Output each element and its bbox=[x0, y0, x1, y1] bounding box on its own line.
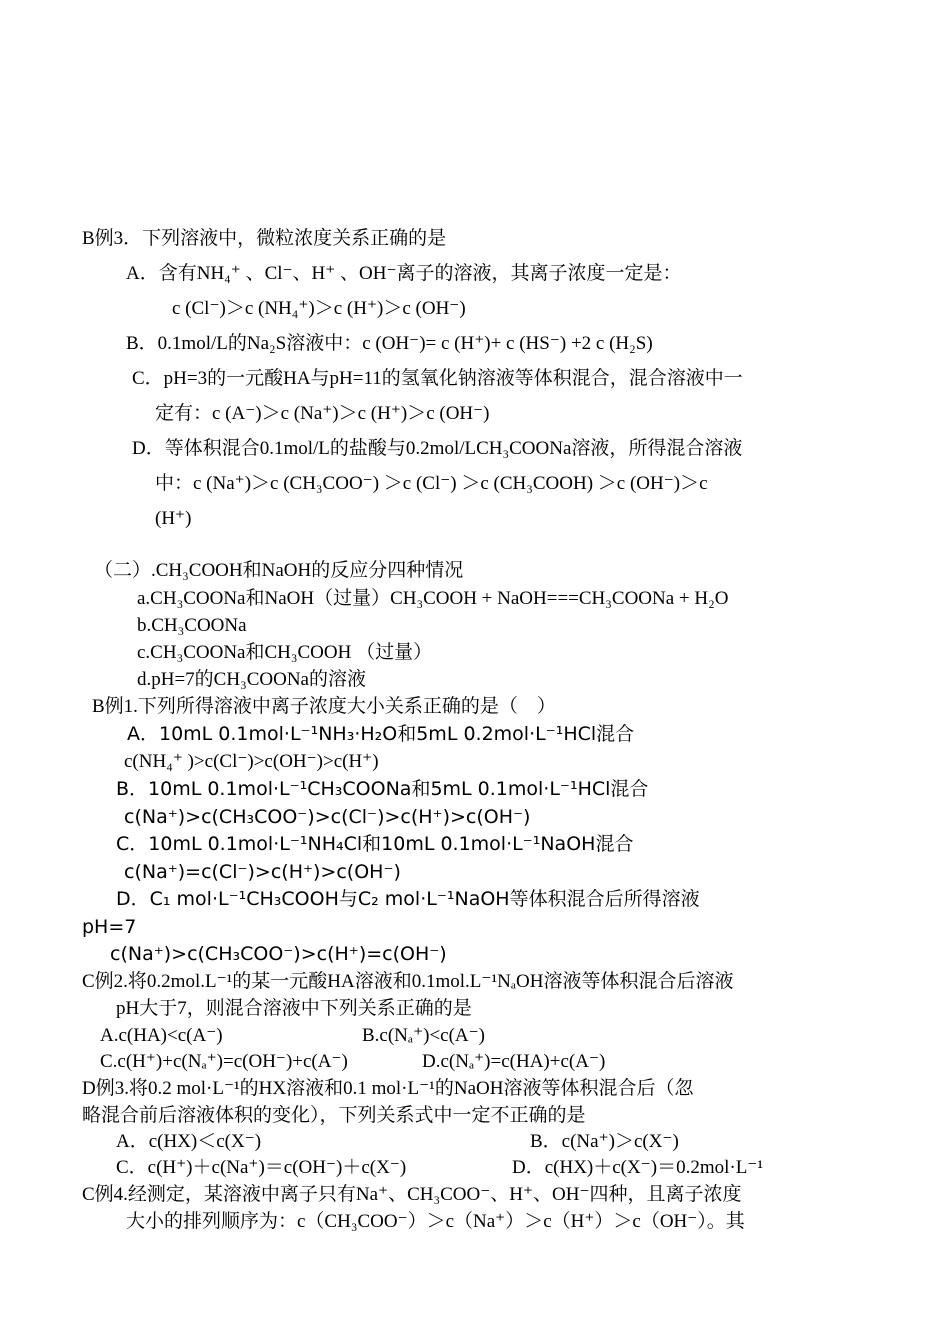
case-b: b.CH₃COONa bbox=[137, 615, 247, 636]
option-b: B．0.1mol/L的Na₂S溶液中：c (OH⁻)= c (H⁺)+ c (HS⁻) +2 c (H₂S) bbox=[126, 333, 653, 354]
option-b-expression: c(Na⁺)>c(CH₃COO⁻)>c(Cl⁻)>c(H⁺)>c(OH⁻) bbox=[124, 806, 531, 828]
case-a: a.CH₃COONa和NaOH（过量）CH₃COOH + NaOH===CH₃COONa + H₂O bbox=[137, 588, 729, 609]
option-a-expression: c (Cl⁻)＞c (NH₄⁺)＞c (H⁺)＞c (OH⁻) bbox=[172, 298, 466, 319]
option-a: A.c(HA)<c(A⁻) bbox=[100, 1025, 223, 1046]
question-c2-title: C例2.将0.2mol.L⁻¹的某一元酸HA溶液和0.1mol.L⁻¹NₐOH溶液等体积混合后溶液 bbox=[82, 971, 734, 992]
question-d3-continued: 略混合前后溶液体积的变化），下列关系式中一定不正确的是 bbox=[82, 1105, 586, 1126]
option-d: D．等体积混合0.1mol/L的盐酸与0.2mol/LCH₃COONa溶液，所得混合溶液 bbox=[132, 438, 743, 459]
option-b: B．10mL 0.1mol·L⁻¹CH₃COONa和5mL 0.1mol·L⁻¹HCl混合 bbox=[116, 778, 649, 800]
option-d: D．c(HX)＋c(X⁻)＝0.2mol·L⁻¹ bbox=[512, 1157, 764, 1178]
option-b: B．c(Na⁺)＞c(X⁻) bbox=[530, 1131, 679, 1152]
question-d3-title: D例3.将0.2 mol·L⁻¹的HX溶液和0.1 mol·L⁻¹的NaOH溶液等体积混合后（忽 bbox=[82, 1078, 694, 1099]
option-c: C．10mL 0.1mol·L⁻¹NH₄Cl和10mL 0.1mol·L⁻¹NaOH混合 bbox=[116, 833, 634, 855]
option-d-expression: c(Na⁺)>c(CH₃COO⁻)>c(H⁺)=c(OH⁻) bbox=[110, 943, 447, 965]
question-c2-continued: pH大于7，则混合溶液中下列关系正确的是 bbox=[116, 998, 472, 1019]
option-d-continued: 中：c (Na⁺)＞c (CH₃COO⁻) ＞c (Cl⁻) ＞c (CH₃COOH) ＞c (OH⁻)＞c bbox=[155, 473, 708, 494]
option-c: C．c(H⁺)＋c(Na⁺)＝c(OH⁻)＋c(X⁻) bbox=[116, 1157, 407, 1178]
question-b3-title: B例3．下列溶液中，微粒浓度关系正确的是 bbox=[82, 228, 447, 249]
option-c: C．pH=3的一元酸HA与pH=11的氢氧化钠溶液等体积混合，混合溶液中一 bbox=[132, 368, 743, 389]
option-a: A．10mL 0.1mol·L⁻¹NH₃·H₂O和5mL 0.2mol·L⁻¹HCl混合 bbox=[127, 723, 635, 745]
option-d-continued-2: (H⁺) bbox=[155, 508, 192, 529]
option-a: A．c(HX)＜c(X⁻) bbox=[116, 1131, 262, 1152]
option-c: C.c(H⁺)+c(Nₐ⁺)=c(OH⁻)+c(A⁻) bbox=[100, 1051, 348, 1072]
case-c: c.CH₃COONa和CH₃COOH （过量） bbox=[137, 642, 433, 663]
option-c-continued: 定有：c (A⁻)＞c (Na⁺)＞c (H⁺)＞c (OH⁻) bbox=[155, 403, 490, 424]
option-d: D．C₁ mol·L⁻¹CH₃COOH与C₂ mol·L⁻¹NaOH等体积混合后所得溶液 bbox=[116, 888, 700, 910]
option-b: B.c(Nₐ⁺)<c(A⁻) bbox=[362, 1025, 486, 1046]
option-c-expression: c(Na⁺)=c(Cl⁻)>c(H⁺)>c(OH⁻) bbox=[124, 861, 401, 883]
case-d: d.pH=7的CH₃COONa的溶液 bbox=[137, 669, 366, 690]
question-b1-title: B例1.下列所得溶液中离子浓度大小关系正确的是（ ） bbox=[92, 696, 556, 717]
option-d-continued: pH=7 bbox=[82, 916, 137, 938]
option-a-expression: c(NH₄⁺ )>c(Cl⁻)>c(OH⁻)>c(H⁺) bbox=[124, 751, 379, 772]
option-d: D.c(Nₐ⁺)=c(HA)+c(A⁻) bbox=[422, 1051, 606, 1072]
question-c4-title: C例4.经测定，某溶液中离子只有Na⁺、CH₃COO⁻、H⁺、OH⁻四种，且离子浓度 bbox=[82, 1184, 742, 1205]
option-a: A．含有NH₄⁺ 、Cl⁻、H⁺ 、OH⁻离子的溶液，其离子浓度一定是： bbox=[126, 263, 682, 284]
question-c4-continued: 大小的排列顺序为：c（CH₃COO⁻）＞c（Na⁺）＞c（H⁺）＞c（OH⁻）。其 bbox=[126, 1211, 745, 1232]
section-heading: （二）.CH₃COOH和NaOH的反应分四种情况 bbox=[94, 560, 464, 581]
